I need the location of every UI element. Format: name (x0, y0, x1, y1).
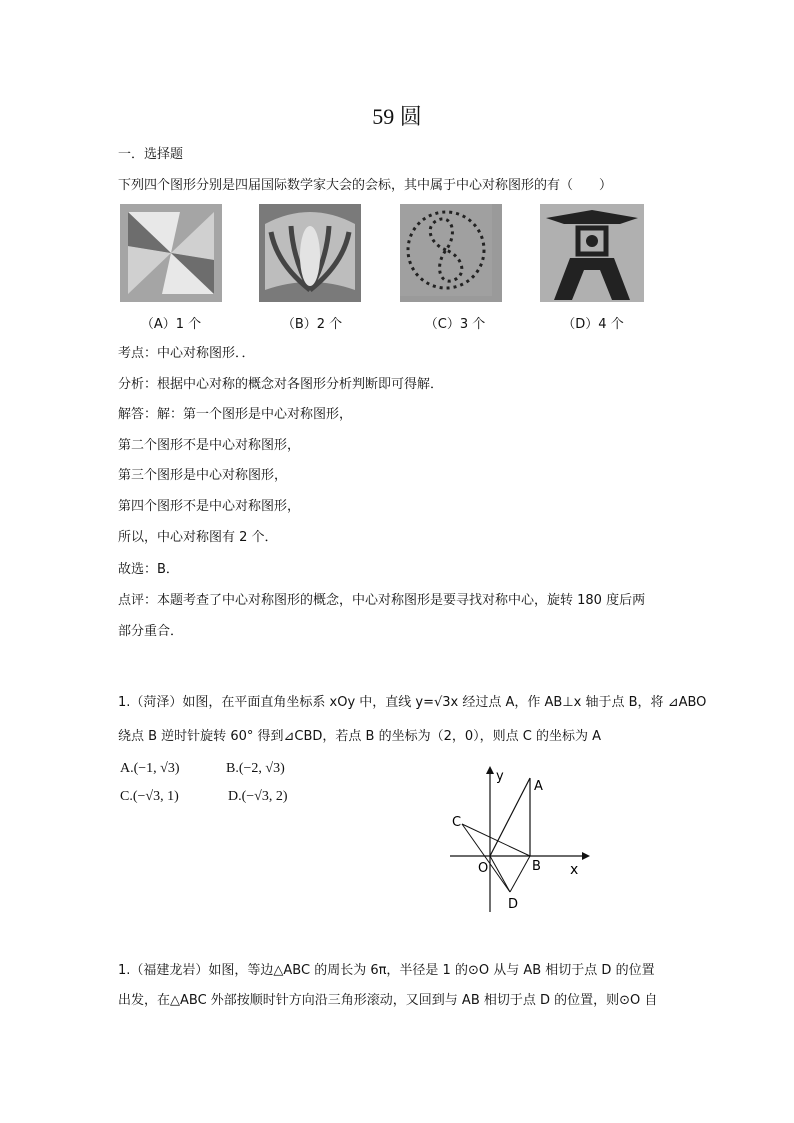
segment-cd (462, 824, 510, 892)
label-c: C (452, 815, 462, 830)
segment-cb (462, 824, 530, 856)
label-y: y (496, 769, 504, 784)
option-d: D.(−√3, 2) (228, 789, 288, 804)
label-d: D (508, 897, 519, 912)
question-stem: 下列四个图形分别是四届国际数学家大会的会标，其中属于中心对称图形的有（ ） (118, 178, 613, 193)
section-heading: 一．选择题 (118, 147, 184, 162)
kaodian-text: 考点：中心对称图形．． (118, 346, 255, 361)
question-1-line-2: 绕点 B 逆时针旋转 60° 得到⊿CBD，若点 B 的坐标为（2，0），则点 C 的坐标为 A (118, 729, 601, 744)
option-b: B.(−2, √3) (226, 761, 285, 776)
option-a: A.(−1, √3) (120, 761, 180, 776)
answer-line: 故选：B． (118, 562, 179, 577)
comment-line: 部分重合． (118, 624, 184, 639)
label-x: x (570, 862, 579, 878)
question-2-line-2: 出发，在△ABC 外部按顺时针方向沿三角形滚动，又回到与 AB 相切于点 D 的位置，则⊙O 自 (118, 993, 658, 1008)
option-caption-d: （D）4 个 (562, 317, 624, 332)
answer-line: 第三个图形是中心对称图形， (118, 468, 288, 483)
emblem-image-4 (540, 204, 642, 302)
x-axis-arrow (582, 852, 590, 860)
answer-line: 解答：解：第一个图形是中心对称图形， (118, 407, 353, 422)
option-caption-c: （C）3 个 (424, 317, 486, 332)
option-caption-b: （B）2 个 (281, 317, 343, 332)
answer-line: 第二个图形不是中心对称图形， (118, 438, 301, 453)
page-title: 59 圆 (372, 104, 422, 129)
segment-db (510, 856, 530, 892)
y-axis-arrow (486, 766, 494, 774)
answer-line: 所以，中心对称图有 2 个． (118, 530, 278, 545)
label-a: A (534, 779, 543, 794)
emblem-image-1 (120, 204, 222, 302)
option-caption-a: （A）1 个 (140, 317, 202, 332)
fenxi-text: 分析：根据中心对称的概念对各图形分析判断即可得解． (118, 377, 444, 392)
segment-od (490, 856, 510, 892)
comment-line: 点评：本题考查了中心对称图形的概念，中心对称图形是要寻找对称中心，旋转 180 度后两 (118, 593, 646, 608)
label-b: B (532, 859, 541, 874)
emblem-image-3 (400, 204, 502, 302)
coordinate-figure (440, 762, 600, 917)
segment-oa (490, 778, 530, 856)
question-2-line-1: 1.（福建龙岩）如图，等边△ABC 的周长为 6π，半径是 1 的⊙O 从与 AB 相切于点 D 的位置 (118, 963, 655, 978)
question-1-line-1: 1.（菏泽）如图，在平面直角坐标系 xOy 中，直线 y=√3x 经过点 A，作 AB⊥x 轴于点 B，将 ⊿ABO (118, 695, 707, 710)
label-o: O (478, 861, 489, 876)
answer-line: 第四个图形不是中心对称图形， (118, 499, 301, 514)
emblem-image-2 (259, 204, 361, 302)
option-c: C.(−√3, 1) (120, 789, 179, 804)
